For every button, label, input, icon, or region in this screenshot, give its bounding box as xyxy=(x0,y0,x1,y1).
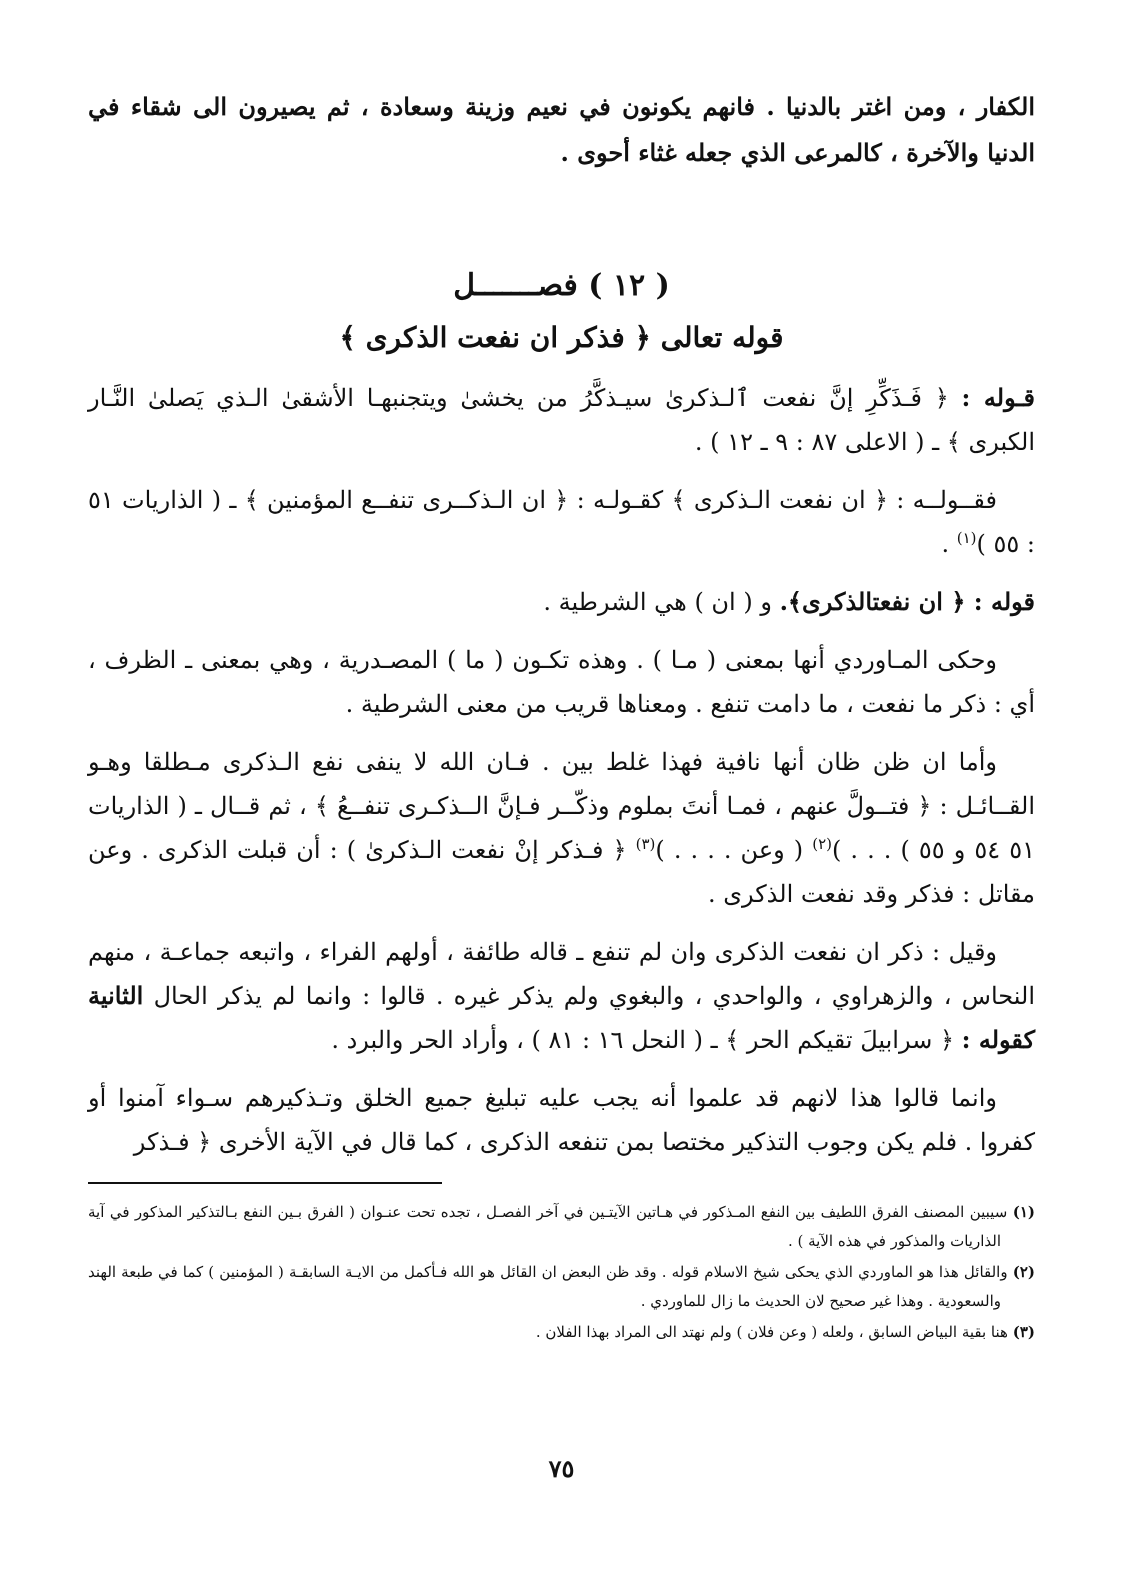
footnote-1 xyxy=(88,1198,1035,1256)
footnote-3 xyxy=(88,1318,1035,1347)
paragraph-4: وحكى المـاوردي أنها بمعنى ( مـا ) . وهذه تكـون ( ما ) المصـدرية ، وهي بمعنى ـ الظرف ، أي : ذكر ما نفعت ، ما دامت تنفع . ومعناها قريب من معنى الشرطية . xyxy=(88,646,1035,718)
footnote-2 xyxy=(88,1258,1035,1316)
footnote-2-number: (٢) xyxy=(1012,1263,1035,1281)
paragraph-6-lead: الثانية كقوله : xyxy=(88,981,1035,1054)
footnote-1-text: سيبين المصنف الفرق اللطيف بين النفع المـذكور في هـاتين الآيتـين في آخر الفصـل ، تجده تحت عنـوان ( الفرق بـين النفع بـالتذكير المذكور في آية الذاريات والمذكور في هذه الآية ) . xyxy=(88,1203,1008,1250)
paragraph-3 xyxy=(88,580,1035,624)
paragraph-2 xyxy=(88,478,1035,566)
paragraph-6-text-b: ﴿ سرابيلَ تقيكم الحر ﴾ ـ ( النحل ١٦ : ٨١ ) ، وأراد الحر والبرد . xyxy=(331,1026,962,1054)
paragraph-7: وانما قالوا هذا لانهم قد علموا أنه يجب عليه تبليغ جميع الخلق وتـذكيرهم سـواء آمنوا أو كفروا . فلم يكن وجوب التذكير مختصا بمن تنفعه الذكرى ، كما قال في الآية الأخرى ﴿ فـذكر xyxy=(88,1084,1035,1156)
intro-paragraph: الكفار ، ومن اغتر بالدنيا . فانهم يكونون في نعيم وزينة وسعادة ، ثم يصيرون الى شقاء في الدنيا والآخرة ، كالمرعى الذي جعله غثاء أحوى . xyxy=(88,92,1035,167)
footnote-3-text: هنا بقية البياض السابق ، ولعله ( وعن فلان ) ولم نهتد الى المراد بهذا الفلان . xyxy=(535,1323,1008,1341)
paragraph-3-lead: قوله : ﴿ ان نفعتالذكرى﴾. xyxy=(779,587,1035,616)
footnote-ref-1[interactable]: (١) xyxy=(956,529,977,547)
paragraph-5-text-b: ( وعن . . . . ) xyxy=(655,836,813,864)
page-number: ٧٥ xyxy=(548,1454,575,1483)
section-heading: ( ١٢ ) فصـــــــل xyxy=(453,268,670,303)
paragraph-2-text: فقــولــه : ﴿ ان نفعت الـذكرى ﴾ كقـولـه : ﴿ ان الـذكــرى تنفــع المؤمنين ﴾ ـ ( الذاريات ٥١ : ٥٥ ) xyxy=(88,486,1035,558)
paragraph-1 xyxy=(88,376,1035,464)
paragraph-5-text-c: ﴿ فـذكر إنْ نفعت الـذكرىٰ ) : أن قبلت الذكرى . وعن مقاتل : فذكر وقد نفعت الذكرى . xyxy=(88,836,1035,908)
paragraph-3-text: و ( ان ) هي الشرطية . xyxy=(543,588,772,616)
paragraph-5 xyxy=(88,740,1035,916)
paragraph-6 xyxy=(88,930,1035,1062)
footnote-2-text: والقائل هذا هو الماوردي الذي يحكى شيخ الاسلام قوله . وقد ظن البعض ان القائل هو الله فـأكمل من الايـة السابقـة ( المؤمنين ) كما في طبعة الهند والسعودية . وهذا غير صحيح لان الحديث ما زال للماوردي . xyxy=(88,1263,1008,1310)
paragraph-6-text-a: وقيل : ذكر ان نفعت الذكرى وان لم تنفع ـ قاله طائفة ، أولهم الفراء ، واتبعه جماعـة ، منهم النحاس ، والزهراوي ، والواحدي ، والبغوي ولم يذكر غيره . قالوا : وانما لم يذكر الحال xyxy=(88,938,1035,1010)
footnote-3-number: (٣) xyxy=(1012,1323,1035,1341)
paragraph-2-end: . xyxy=(941,530,957,558)
footnote-ref-2[interactable]: (٢) xyxy=(812,835,832,853)
footnote-1-number: (١) xyxy=(1012,1203,1035,1221)
footnotes xyxy=(88,1198,1035,1347)
paragraph-1-lead: قـوله : xyxy=(961,383,1035,412)
paragraph-1-text: ﴿ فَـذَكِّرِ إنَّ نفعت ٱلـذكرىٰ سيـذكَّرُ من يخشىٰ ويتجنبهـا الأشقىٰ الـذي يَصلىٰ النَّـار الكبرى ﴾ ـ ( الاعلى ٨٧ : ٩ ـ ١٢ ) . xyxy=(88,384,1035,456)
paragraph-5-text-a: وأما ان ظن ظان أنها نافية فهذا غلط بين . فـان الله لا ينفى نفع الـذكرى مـطلقا وهـو القــائـل : ﴿ فتــولَّ عنهم ، فمـا أنتَ بملوم وذكّــر فـإنَّ الــذكـرى تنفــعُ ﴾ ، ثم قــال ـ ( الذاريات ٥١ ٥٤ و ٥٥ ) . . . ) xyxy=(88,748,1035,864)
footnote-separator xyxy=(88,1182,442,1184)
section-title: قوله تعالى ﴿ فذكر ان نفعت الذكرى ﴾ xyxy=(339,321,784,354)
footnote-ref-3[interactable]: (٣) xyxy=(635,835,656,853)
